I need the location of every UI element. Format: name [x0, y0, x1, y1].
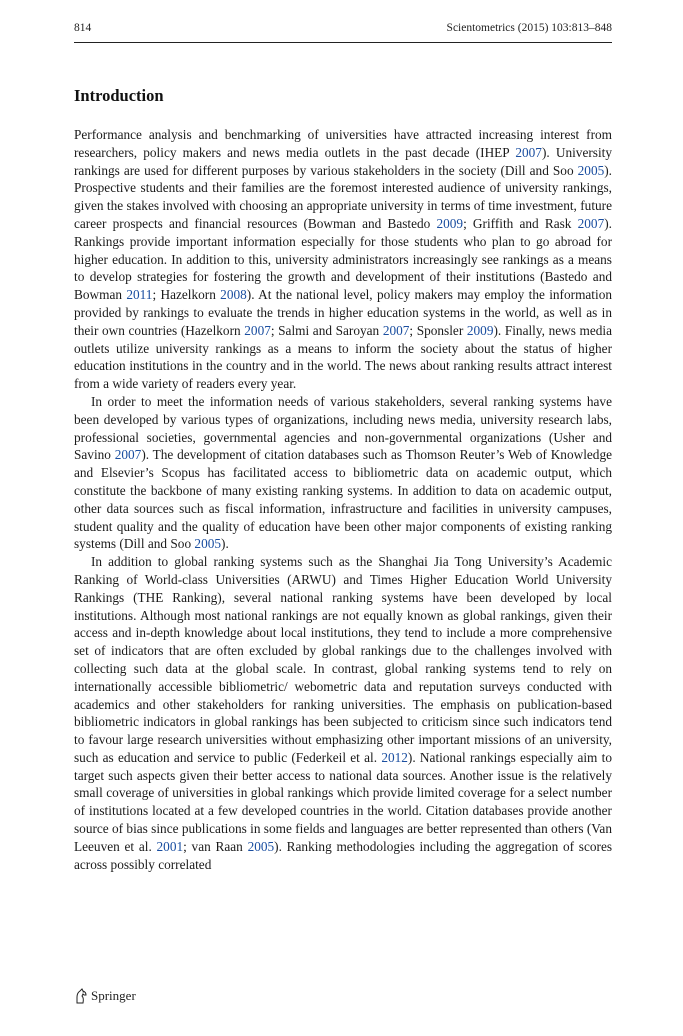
paragraph-text: ). Prospective students and their families are the foremost interested audience of university rankings, given the stakes involved with choosing an appropriate university in terms of time investment, future career prospects and financial resources (Bowman and Bastedo	[74, 162, 612, 231]
citation-link[interactable]: 2005	[247, 838, 275, 854]
paragraph-text: ). University rankings are used for different purposes by various stakeholders in the society (Dill and Soo	[74, 144, 612, 178]
paragraph-text: ). Rankings provide important information especially for those students who plan to go abroad for higher education. In addition to this, university administrators increasingly see rankings as a means to develop strategies for fostering the growth and development of their institutions (Bastedo and Bowman	[74, 215, 612, 303]
citation-link[interactable]: 2007	[577, 215, 605, 231]
section-title: Introduction	[74, 86, 164, 105]
header-rule	[74, 42, 612, 43]
citation-link[interactable]: 2008	[220, 287, 247, 303]
paragraph-text: ). Ranking methodologies including the aggregation of scores across possibly correlated	[74, 838, 613, 872]
body-text	[74, 126, 612, 873]
paragraph	[74, 393, 612, 553]
paragraph-text: ). At the national level, policy makers may employ the information provided by rankings to evaluate the trends in higher education systems in the world, as well as in their own countries (Hazelkorn	[74, 287, 612, 338]
paragraph-text: In order to meet the information needs of various stakeholders, several ranking systems have been developed by various types of organizations, including news media, university research labs, professional societies, governmental agencies and non-governmental organizations (Usher and Savino	[74, 393, 612, 463]
citation-link[interactable]: 2001	[156, 838, 184, 854]
citation-link[interactable]: 2011	[126, 287, 153, 303]
citation-link[interactable]: 2007	[382, 322, 410, 338]
citation-link[interactable]: 2007	[515, 144, 542, 160]
citation-link[interactable]: 2009	[466, 322, 494, 338]
page-number: 814	[74, 22, 92, 34]
paragraph	[74, 126, 612, 393]
paragraph-text: Performance analysis and benchmarking of universities have attracted increasing interest from researchers, policy makers and news media outlets in the past decade (IHEP	[74, 127, 612, 160]
citation-link[interactable]: 2007	[114, 447, 142, 463]
paragraph-text: ; Hazelkorn	[152, 287, 221, 303]
paragraph-text: ).	[221, 536, 229, 552]
paragraph-text: ; van Raan	[183, 838, 248, 854]
paragraph-text: ; Griffith and Rask	[463, 215, 578, 231]
springer-horse-icon	[74, 988, 88, 1004]
paragraph-text: ). Finally, news media outlets utilize university rankings as a means to inform the society about the status of higher education institutions in the country and in the world. The news about ranking results attract interest from a wide variety of readers every year.	[74, 322, 613, 392]
paragraph	[74, 553, 612, 873]
citation-link[interactable]: 2012	[381, 749, 408, 765]
citation-link[interactable]: 2005	[577, 162, 605, 178]
citation-link[interactable]: 2009	[436, 215, 464, 231]
paragraph-text: ; Salmi and Saroyan	[270, 322, 383, 338]
paragraph-text: ). National rankings especially aim to target such aspects given their better access to national data sources. Another issue is the relatively small coverage of universities in global rankings which provide limited coverage for a select number of institutions located at a few developed countries in the world. Citation databases provide another source of bias since publications in some fields and languages are better represented than others (Van Leeuven et al.	[74, 749, 612, 854]
publisher-name: Springer	[91, 988, 136, 1003]
journal-reference: Scientometrics (2015) 103:813–848	[446, 22, 612, 34]
citation-link[interactable]: 2007	[244, 322, 271, 338]
paragraph-text: ). The development of citation databases such as Thomson Reuter’s Web of Knowledge and Elsevier’s Scopus has facilitated access to bibliometric data on academic output, which constitute the backbone of many existing ranking systems. In addition to data on academic output, other data sources such as fiscal information, infrastructure and facilities in university campuses, student quality and the quality of education have been other major components of existing ranking systems (Dill and Soo	[74, 447, 612, 552]
publisher-footer	[74, 986, 136, 1006]
citation-link[interactable]: 2005	[194, 536, 222, 552]
paragraph-text: ; Sponsler	[409, 322, 467, 338]
paragraph-text: In addition to global ranking systems such as the Shanghai Jia Tong University’s Academic Ranking of World-class Universities (ARWU) and Times Higher Education World University Rankings (THE Ranking), several national ranking systems have been developed by local institutions. Although most national rankings are not equally known as global rankings, given their access and in-depth knowledge about local institutions, they tend to include a more comprehensive set of indicators that are often excluded by global rankings due to the challenges involved with collecting such data at the global scale. In contrast, global ranking systems tend to rely on internationally accessible bibliometric/ webometric data and reputation surveys conducted with academics and other stakeholders for ranking universities. The emphasis on publication-based bibliometric indicators in global rankings has been subjected to criticism since such indicators tend to favour large research universities without emphasizing other important missions of an university, such as education and service to public (Federkeil et al.	[74, 554, 612, 765]
